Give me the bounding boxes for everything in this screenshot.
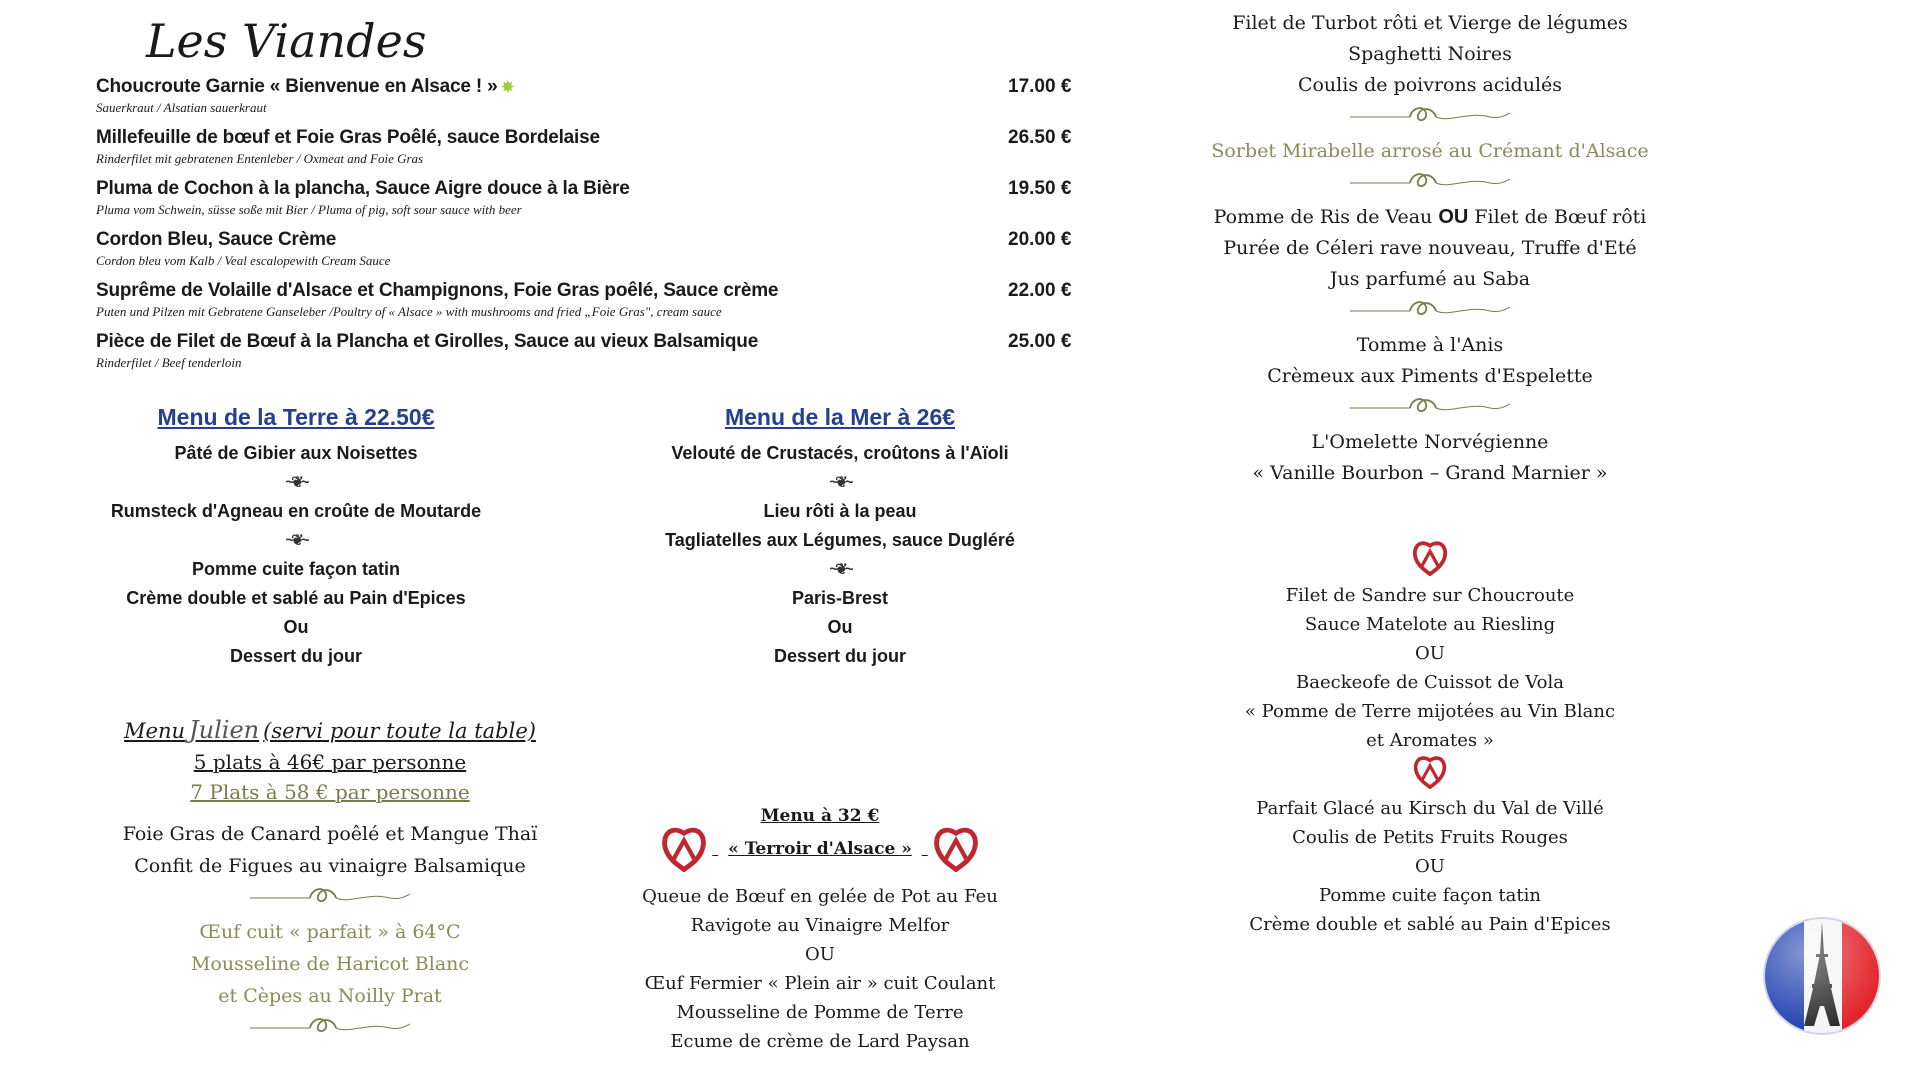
dish-translation: Sauerkraut / Alsatian sauerkraut (96, 100, 267, 115)
menu-line: OU (1415, 643, 1445, 664)
dish-name: Pièce de Filet de Bœuf à la Plancha et Girolles, Sauce au vieux Balsamique (96, 331, 759, 352)
menu-line: Foie Gras de Canard poêlé et Mangue Thaï (122, 823, 538, 845)
menu-line: Mousseline de Haricot Blanc (190, 953, 470, 975)
menu-line: Dessert du jour (773, 646, 907, 666)
menu-line: Œuf Fermier « Plein air » cuit Coulant (644, 973, 996, 994)
menu-line: Pomme cuite façon tatin (191, 559, 401, 579)
dish-name: Choucroute Garnie « Bienvenue en Alsace ! » (96, 76, 498, 97)
pretzel-icon (928, 826, 984, 872)
ornament-icon: ~❦~ (285, 474, 307, 491)
ornament-icon: ~❦~ (829, 474, 851, 491)
dish-translation: Pluma vom Schwein, süsse soße mit Bier / Pluma of pig, soft sour sauce with beer (96, 202, 522, 217)
menu-line: « Vanille Bourbon – Grand Marnier » (1252, 462, 1608, 484)
menu-julien (110, 716, 550, 1046)
menu-terre-title: Menu de la Terre à 22.50€ (157, 404, 435, 430)
menu-line: Ravigote au Vinaigre Melfor (690, 915, 950, 936)
dish-translation: Puten und Pilzen mit Gebratene Ganseleber /Poultry of « Alsace » with mushrooms and fried „Foie Gras", cream sauce (96, 304, 722, 319)
menu-line: Jus parfumé au Saba (1329, 268, 1531, 290)
dish-translation: Rinderfilet mit gebratenen Entenleber / Oxmeat and Foie Gras (96, 151, 424, 166)
ris-de-veau: Pomme de Ris de Veau (1213, 206, 1433, 228)
menu-line: Tomme à l'Anis (1356, 334, 1504, 356)
dish-price: 22.00 € (1008, 280, 1072, 301)
dish-row (96, 331, 1076, 382)
dish-row (96, 127, 1076, 178)
dish-price: 26.50 € (1008, 127, 1072, 148)
swirl-divider-icon (250, 1014, 410, 1040)
menu-line: et Cèpes au Noilly Prat (218, 985, 442, 1007)
menu-32 (630, 806, 1010, 1056)
menu-mer-title: Menu de la Mer à 26€ (724, 404, 956, 430)
menu-line (1150, 202, 1710, 233)
menu-line: « Pomme de Terre mijotées au Vin Blanc (1244, 701, 1616, 722)
dish-row (96, 178, 1076, 229)
dish-name: Cordon Bleu, Sauce Crème (96, 229, 337, 250)
swirl-divider-icon (1350, 297, 1510, 323)
swirl-divider-icon (1350, 169, 1510, 195)
swirl-divider-icon (1350, 394, 1510, 420)
swirl-divider-icon (1350, 103, 1510, 129)
menu-line: Dessert du jour (229, 646, 363, 666)
menu-line: Pomme cuite façon tatin (1319, 885, 1541, 906)
menu-line: Ecume de crème de Lard Paysan (670, 1031, 970, 1052)
dish-name: Millefeuille de bœuf et Foie Gras Poêlé, sauce Bordelaise (96, 127, 600, 148)
pretzel-icon (1410, 540, 1450, 576)
menu-line: Tagliatelles aux Légumes, sauce Dugléré (665, 530, 1015, 550)
menu-32-title: Menu à 32 € (760, 806, 880, 826)
served-note: (servi pour toute la table) (263, 719, 536, 743)
julien-logo: Julien (189, 716, 260, 744)
dish-price: 25.00 € (1008, 331, 1072, 352)
menu-line: Velouté de Crustacés, croûtons à l'Aïoli (671, 443, 1009, 463)
menu-line: Crèmeux aux Piments d'Espelette (1267, 365, 1593, 387)
menu-line: Parfait Glacé au Kirsch du Val de Villé (1256, 798, 1604, 819)
dish-row (96, 280, 1076, 331)
ornament-icon: ~❦~ (285, 532, 307, 549)
french-flag-eiffel-icon (1760, 914, 1884, 1038)
menu-line: Œuf cuit « parfait » à 64°C (199, 921, 461, 943)
menu-word: Menu (124, 719, 186, 743)
menu-line: Sorbet Mirabelle arrosé au Crémant d'Alsace (1211, 140, 1649, 162)
menu-line: Purée de Céleri rave nouveau, Truffe d'Eté (1223, 237, 1637, 259)
menu-line: OU (805, 944, 835, 965)
dish-price: 17.00 € (1008, 76, 1072, 97)
dish-row (96, 229, 1076, 280)
menu-line: et Aromates » (1366, 730, 1494, 751)
dish-name: Suprême de Volaille d'Alsace et Champignons, Foie Gras poêlé, Sauce crème (96, 280, 779, 301)
menu-line: Paris-Brest (791, 588, 889, 608)
menu-line: L'Omelette Norvégienne (1311, 431, 1549, 453)
pretzel-icon (1410, 755, 1450, 789)
menu-mer (654, 404, 1026, 671)
menu-line: Confit de Figues au vinaigre Balsamique (134, 855, 526, 877)
dish-translation: Rinderfilet / Beef tenderloin (96, 355, 242, 370)
menu-line: Coulis de poivrons acidulés (1297, 74, 1563, 96)
pretzel-icon (656, 826, 712, 872)
menu-line: Crème double et sablé au Pain d'Epices (1249, 914, 1611, 935)
dish-price: 20.00 € (1008, 229, 1072, 250)
dish-name: Pluma de Cochon à la plancha, Sauce Aigre douce à la Bière (96, 178, 630, 199)
ornament-icon: ~❦~ (829, 561, 851, 578)
price-7-plats: 7 Plats à 58 € par personne (190, 780, 470, 804)
menu-line: Ou (283, 617, 309, 637)
dish-row (96, 76, 1076, 127)
price-5-plats: 5 plats à 46€ par personne (193, 750, 467, 774)
menu-line: Queue de Bœuf en gelée de Pot au Feu (642, 886, 998, 907)
dish-translation: Cordon bleu vom Kalb / Veal escalopewith Cream Sauce (96, 253, 391, 268)
viandes-title: Les Viandes (146, 14, 427, 68)
menu-gastronomique (1150, 8, 1710, 489)
menu-julien-title (110, 716, 550, 744)
menu-32-subtitle (630, 826, 1010, 872)
menu-line: Ou (827, 617, 853, 637)
menu-alsace-right (1150, 540, 1710, 939)
menu-line: Rumsteck d'Agneau en croûte de Moutarde (110, 501, 482, 521)
menu-line: Baeckeofe de Cuissot de Vola (1296, 672, 1564, 693)
menu-line: Spaghetti Noires (1348, 43, 1512, 65)
dish-price: 19.50 € (1008, 178, 1072, 199)
menu-line: Mousseline de Pomme de Terre (676, 1002, 964, 1023)
ou-label: OU (1438, 206, 1469, 228)
menu-line: Pâté de Gibier aux Noisettes (174, 443, 418, 463)
terroir-label: « Terroir d'Alsace » (728, 838, 912, 859)
menu-line: Crème double et sablé au Pain d'Epices (126, 588, 466, 608)
menu-line: Sauce Matelote au Riesling (1304, 614, 1556, 635)
menu-terre (110, 404, 482, 671)
viandes-section (96, 14, 1076, 382)
menu-line: OU (1415, 856, 1445, 877)
menu-line: Coulis de Petits Fruits Rouges (1292, 827, 1568, 848)
swirl-divider-icon (250, 884, 410, 910)
filet-boeuf: Filet de Bœuf rôti (1474, 206, 1647, 228)
menu-line: Filet de Sandre sur Choucroute (1285, 585, 1575, 606)
menu-line: Lieu rôti à la peau (763, 501, 917, 521)
menu-line: Filet de Turbot rôti et Vierge de légumes (1232, 12, 1628, 34)
leaf-icon: ✸ (501, 79, 514, 96)
